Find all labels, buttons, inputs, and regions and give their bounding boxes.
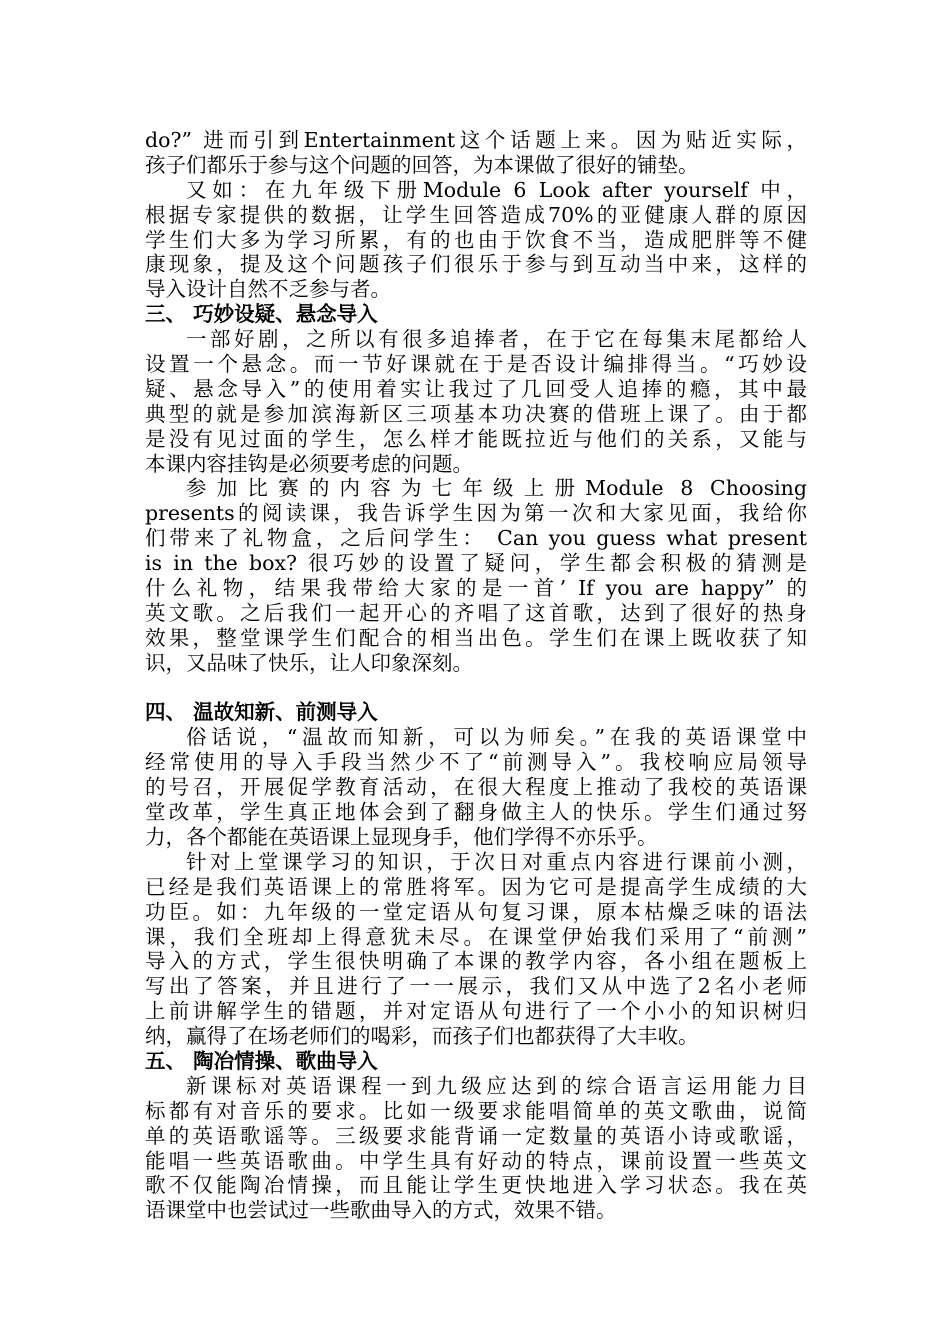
text-line: 效果，整堂课学生们配合的相当出色。学生们在课上既收获了知 (145, 625, 807, 650)
paragraph (145, 1074, 807, 1223)
text-line: 孩子们都乐于参与这个问题的回答，为本课做了很好的铺垫。 (145, 152, 699, 177)
paragraph (145, 725, 807, 849)
text-line: 力，各个都能在英语课上显现身手，他们学得不亦乐乎。 (145, 824, 658, 849)
text-line: 们带来了礼物盒，之后问学生： Can you guess what present (145, 526, 807, 551)
text-line: 设置一个悬念。而一节好课就在于是否设计编排得当。“巧妙设 (145, 352, 807, 377)
text-line: 一部好剧，之所以有很多追捧者，在于它在每集末尾都给人 (186, 327, 807, 352)
text-line: 典型的就是参加滨海新区三项基本功决赛的借班上课了。由于都 (145, 401, 807, 426)
text-line: 功臣。如：九年级的一堂定语从句复习课，原本枯燥乏味的语法 (145, 899, 807, 924)
paragraph (145, 476, 807, 675)
text-line: 识，又品味了快乐，让人印象深刻。 (145, 650, 473, 675)
text-line: 英文歌。之后我们一起开心的齐唱了这首歌，达到了很好的热身 (145, 600, 807, 625)
text-line: 导入的方式，学生很快明确了本课的教学内容，各小组在题板上 (145, 949, 807, 974)
section-heading: 三、 巧妙设疑、悬念导入 (145, 302, 378, 327)
text-line: 单的英语歌谣等。三级要求能背诵一定数量的英语小诗或歌谣， (145, 1123, 807, 1148)
paragraph (145, 327, 807, 476)
text-line: 纳，赢得了在场老师们的喝彩，而孩子们也都获得了大丰收。 (145, 1024, 699, 1049)
text-line: presents的阅读课，我告诉学生因为第一次和大家见面，我给你 (145, 501, 807, 526)
text-line: 俗话说，“温故而知新，可以为师矣。”在我的英语课堂中 (186, 725, 807, 750)
text-line: 能唱一些英语歌曲。中学生具有好动的特点，课前设置一些英文 (145, 1148, 807, 1173)
text-line: 康现象，提及这个问题孩子们很乐于参与到互动当中来，这样的 (145, 252, 807, 277)
text-line: 标都有对音乐的要求。比如一级要求能唱简单的英文歌曲，说简 (145, 1098, 807, 1123)
document-page (145, 128, 807, 1223)
text-line: 疑、悬念导入”的使用着实让我过了几回受人追捧的瘾，其中最 (145, 376, 807, 401)
paragraph (145, 178, 807, 302)
section-heading: 五、 陶冶情操、歌曲导入 (145, 1048, 378, 1073)
paragraph (145, 850, 807, 1049)
text-line: 根据专家提供的数据，让学生回答造成70%的亚健康人群的原因 (145, 202, 807, 227)
text-line: 导入设计自然不乏参与者。 (145, 277, 391, 302)
text-line: 参加比赛的内容为七年级上册Module 8 Choosing (186, 476, 807, 501)
text-line: 歌不仅能陶冶情操，而且能让学生更快地进入学习状态。我在英 (145, 1173, 807, 1198)
blank-line (145, 676, 807, 701)
text-line: 的号召，开展促学教育活动，在很大程度上推动了我校的英语课 (145, 775, 807, 800)
text-line: 本课内容挂钩是必须要考虑的问题。 (145, 451, 473, 476)
text-line: 是没有见过面的学生，怎么样才能既拉近与他们的关系，又能与 (145, 426, 807, 451)
paragraph (145, 128, 807, 178)
section-heading: 四、 温故知新、前测导入 (145, 700, 378, 725)
text-line: do?” 进而引到Entertainment这个话题上来。因为贴近实际， (145, 128, 807, 152)
text-line: 语课堂中也尝试过一些歌曲导入的方式，效果不错。 (145, 1198, 617, 1223)
text-line: 经常使用的导入手段当然少不了“前测导入”。我校响应局领导 (145, 750, 807, 775)
text-line: 已经是我们英语课上的常胜将军。因为它可是提高学生成绩的大 (145, 874, 807, 899)
text-line: 学生们大多为学习所累，有的也由于饮食不当，造成肥胖等不健 (145, 227, 807, 252)
text-line: 针对上堂课学习的知识，于次日对重点内容进行课前小测， (186, 849, 807, 874)
text-line: is in the box? 很巧妙的设置了疑问，学生都会积极的猜测是 (145, 551, 807, 576)
text-line: 课，我们全班却上得意犹未尽。在课堂伊始我们采用了“前测” (145, 924, 807, 949)
text-line: 新课标对英语课程一到九级应达到的综合语言运用能力目 (186, 1073, 807, 1098)
text-line: 写出了答案，并且进行了一一展示，我们又从中选了2名小老师 (145, 974, 807, 999)
text-line: 上前讲解学生的错题，并对定语从句进行了一个小小的知识树归 (145, 999, 807, 1024)
text-line: 什么礼物，结果我带给大家的是一首’ If you are happy” 的 (145, 576, 807, 601)
text-line: 又如：在九年级下册Module 6 Look after yourself 中， (186, 177, 807, 202)
text-line: 堂改革，学生真正地体会到了翻身做主人的快乐。学生们通过努 (145, 800, 807, 825)
